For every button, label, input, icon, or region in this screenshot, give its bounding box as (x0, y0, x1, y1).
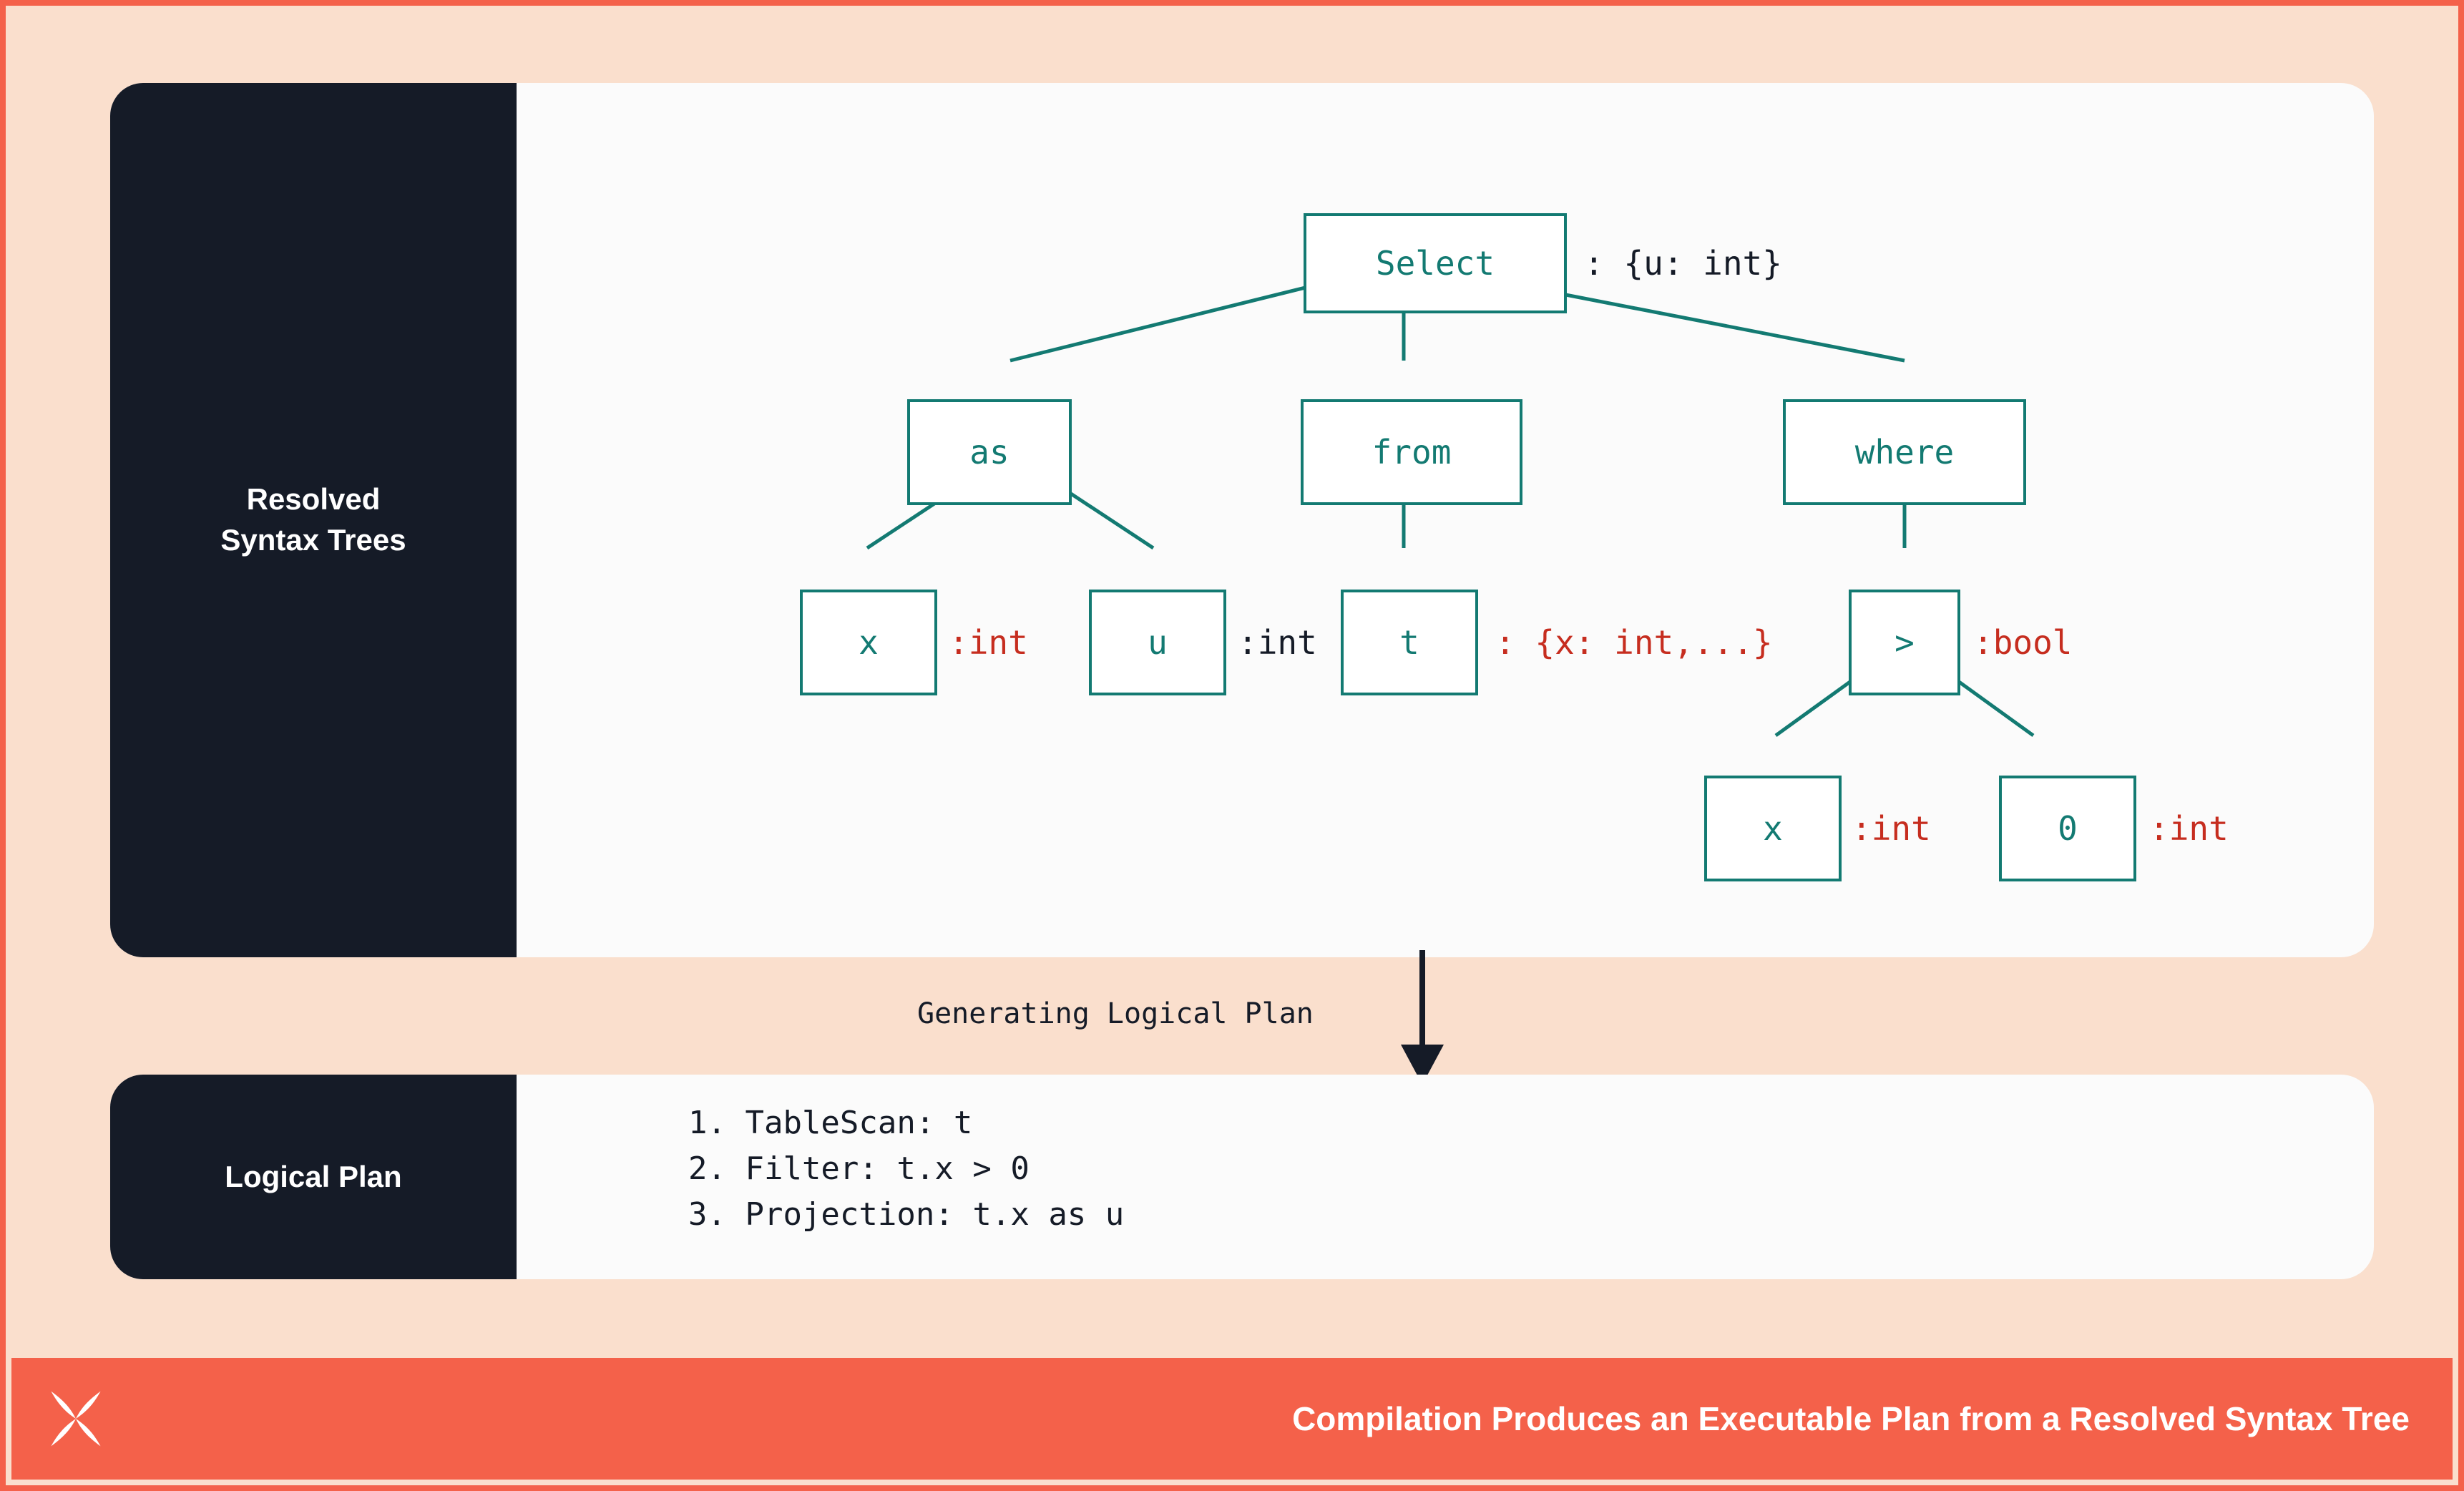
plan-step: 1. TableScan: t (688, 1105, 973, 1141)
node-gt-zero-type: :int (2149, 809, 2229, 848)
resolved-syntax-trees-label (110, 83, 517, 957)
node-as[interactable]: as (907, 399, 1072, 505)
node-as-x[interactable]: x (800, 590, 937, 695)
plan-step: 3. Projection: t.x as u (688, 1196, 1125, 1233)
node-select[interactable]: Select (1304, 213, 1567, 313)
footer-title: Compilation Produces an Executable Plan from a Resolved Syntax Tree (1292, 1400, 2410, 1437)
node-greater-than-type: :bool (1973, 623, 2073, 662)
node-gt-x[interactable]: x (1704, 776, 1842, 881)
node-select-type: : {u: int} (1584, 244, 1782, 283)
node-as-u[interactable]: u (1089, 590, 1226, 695)
resolved-syntax-trees-card (110, 83, 2374, 957)
node-gt-zero[interactable]: 0 (1999, 776, 2136, 881)
node-where[interactable]: where (1783, 399, 2026, 505)
node-from-t[interactable]: t (1341, 590, 1478, 695)
transition-caption: Generating Logical Plan (917, 997, 1314, 1030)
node-as-u-type: :int (1238, 623, 1317, 662)
ast-label-line2: Syntax Trees (220, 523, 406, 557)
node-as-x-type: :int (949, 623, 1028, 662)
x-logo-icon (41, 1384, 110, 1453)
footer-bar (11, 1358, 2453, 1480)
ast-label-line1: Resolved (246, 482, 381, 517)
syntax-tree (517, 83, 2374, 957)
node-from[interactable]: from (1301, 399, 1522, 505)
logical-plan-card (110, 1075, 2374, 1279)
logical-plan-steps (517, 1075, 2374, 1279)
transition-arrow (1365, 950, 1480, 1086)
node-from-t-type: : {x: int,...} (1495, 623, 1773, 662)
plan-step: 2. Filter: t.x > 0 (688, 1150, 1030, 1187)
node-gt-x-type: :int (1852, 809, 1931, 848)
node-greater-than[interactable]: > (1849, 590, 1960, 695)
logical-plan-label: Logical Plan (110, 1075, 517, 1279)
